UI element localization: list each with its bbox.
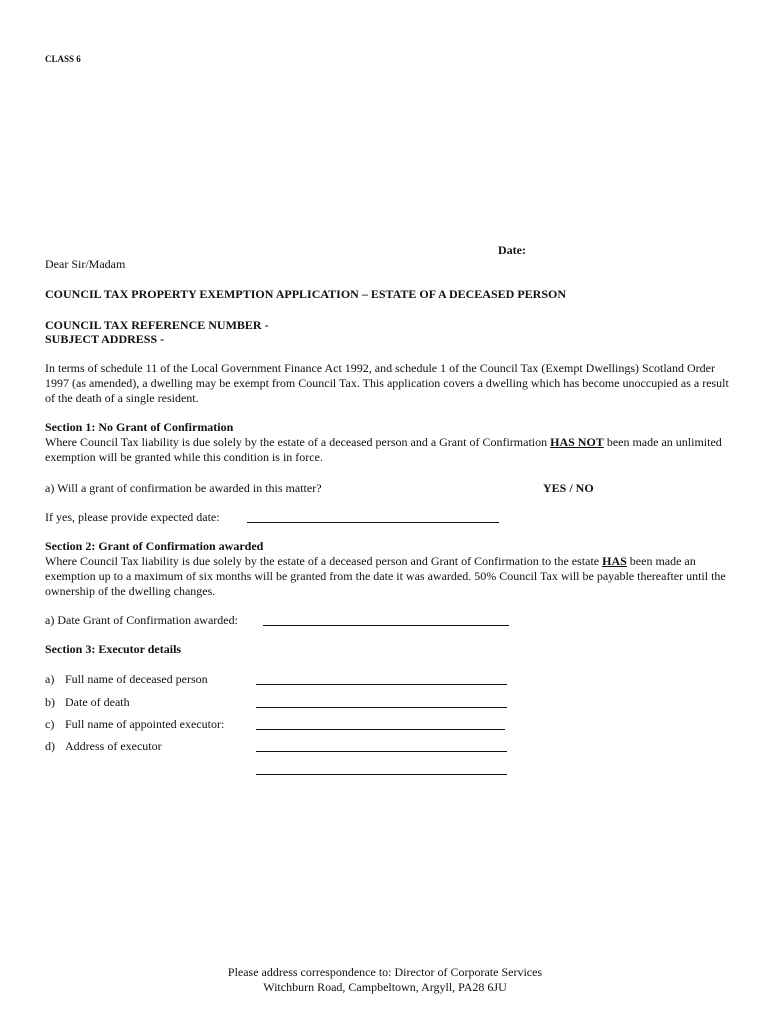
executor-item-c-marker: c) bbox=[45, 717, 55, 731]
deceased-name-field[interactable] bbox=[256, 684, 507, 685]
executor-address-label: Address of executor bbox=[65, 739, 162, 753]
section1-heading: Section 1: No Grant of Confirmation bbox=[45, 420, 234, 434]
reference-number-label: COUNCIL TAX REFERENCE NUMBER - bbox=[45, 318, 269, 332]
date-of-death-label: Date of death bbox=[65, 695, 130, 709]
section1-paragraph bbox=[45, 435, 735, 465]
footer-address: Witchburn Road, Campbeltown, Argyll, PA28 6JU bbox=[263, 980, 507, 994]
expected-date-field[interactable] bbox=[247, 522, 499, 523]
section2-paragraph bbox=[45, 554, 735, 599]
date-label: Date: bbox=[498, 243, 526, 257]
section2-heading: Section 2: Grant of Confirmation awarded bbox=[45, 539, 264, 553]
section1-question-a: a) Will a grant of confirmation be awarded in this matter? bbox=[45, 481, 322, 495]
section2-text-before: Where Council Tax liability is due solely by the estate of a deceased person and Grant of Confirmation to the estate bbox=[45, 554, 603, 568]
executor-address-field-line1[interactable] bbox=[256, 751, 507, 752]
section1-text-before: Where Council Tax liability is due solely by the estate of a deceased person and a Grant of Confirmation bbox=[45, 435, 551, 449]
salutation: Dear Sir/Madam bbox=[45, 257, 126, 271]
subject-address-label: SUBJECT ADDRESS - bbox=[45, 332, 165, 346]
expected-date-label: If yes, please provide expected date: bbox=[45, 510, 220, 524]
yes-no-options[interactable]: YES / NO bbox=[543, 481, 594, 495]
section1-text-after: been made an unlimited exemption will be granted while this condition is in force. bbox=[45, 435, 722, 464]
intro-paragraph: In terms of schedule 11 of the Local Government Finance Act 1992, and schedule 1 of the Council Tax (Exempt Dwellings) Scotland Order 1997 (as amended), a dwelling may be exempt from Council Tax. This application covers a dwelling which has become unoccupied as a result of the death of a single resident. bbox=[45, 361, 729, 405]
deceased-name-label: Full name of deceased person bbox=[65, 672, 208, 686]
executor-item-b-marker: b) bbox=[45, 695, 55, 709]
executor-name-label: Full name of appointed executor: bbox=[65, 717, 225, 731]
grant-date-field[interactable] bbox=[263, 625, 509, 626]
section3-heading: Section 3: Executor details bbox=[45, 642, 182, 656]
executor-name-field[interactable] bbox=[256, 729, 505, 730]
footer-correspondence: Please address correspondence to: Director of Corporate Services bbox=[227, 965, 543, 979]
executor-item-d-marker: d) bbox=[45, 739, 55, 753]
section1-emphasis: HAS NOT bbox=[550, 435, 604, 449]
executor-item-a-marker: a) bbox=[45, 672, 55, 686]
executor-address-field-line2[interactable] bbox=[256, 774, 507, 775]
section2-question-a: a) Date Grant of Confirmation awarded: bbox=[45, 613, 238, 627]
document-title: COUNCIL TAX PROPERTY EXEMPTION APPLICATION – ESTATE OF A DECEASED PERSON bbox=[45, 287, 566, 301]
date-of-death-field[interactable] bbox=[256, 707, 507, 708]
section2-text-after: been made an exemption up to a maximum of six months will be granted from the date it was awarded. 50% Council Tax will be payable thereafter until the ownership of the dwelling changes. bbox=[45, 554, 726, 598]
section2-emphasis: HAS bbox=[602, 554, 627, 568]
class-label: CLASS 6 bbox=[45, 54, 81, 64]
